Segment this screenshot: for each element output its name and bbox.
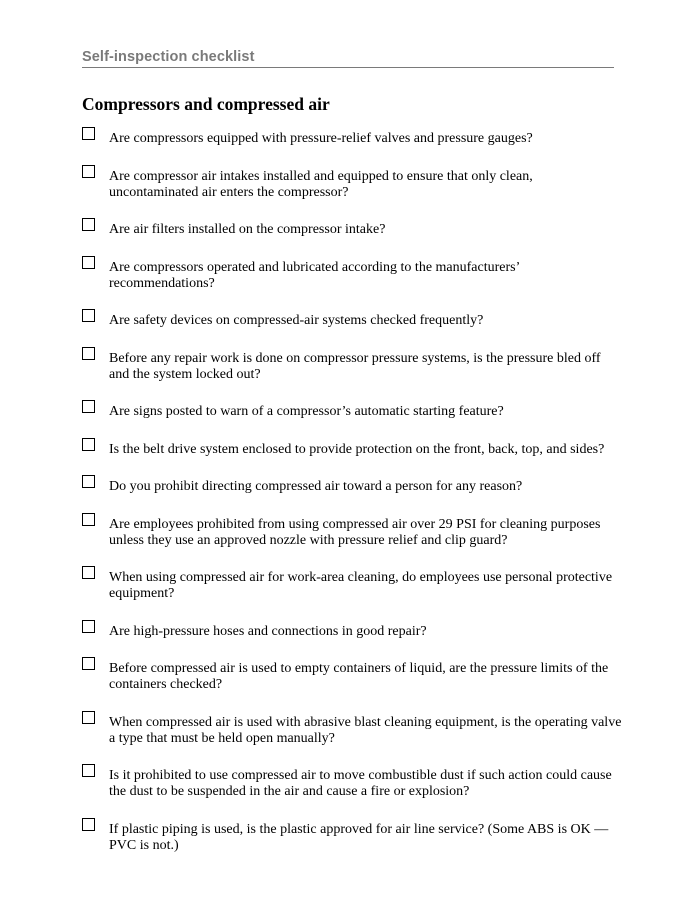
checkbox[interactable] [82, 711, 95, 724]
checkbox[interactable] [82, 513, 95, 526]
checklist-item [82, 438, 622, 458]
checklist-item [82, 711, 622, 747]
checkbox[interactable] [82, 818, 95, 831]
checklist-item [82, 256, 622, 292]
checkbox[interactable] [82, 400, 95, 413]
checklist-item [82, 475, 622, 495]
checklist-item-text: Do you prohibit directing compressed air toward a person for any reason? [109, 479, 523, 494]
checklist-item-text: Is the belt drive system enclosed to provide protection on the front, back, top, and sides? [109, 441, 605, 457]
checkbox[interactable] [82, 127, 95, 140]
checklist-item-text: If plastic piping is used, is the plastic approved for air line service? (Some ABS is OK — PVC is not.) [109, 821, 609, 853]
checklist-item [82, 127, 622, 147]
checklist-item-text: Before any repair work is done on compressor pressure systems, is the pressure bled off and the system locked out? [109, 350, 601, 382]
checklist-item-text: Are air filters installed on the compressor intake? [109, 222, 386, 237]
checklist-item [82, 657, 622, 693]
checkbox[interactable] [82, 620, 95, 633]
checklist-item [82, 347, 622, 383]
checkbox[interactable] [82, 764, 95, 777]
checkbox[interactable] [82, 438, 95, 451]
checklist-item-text: Is it prohibited to use compressed air to move combustible dust if such action could cause the dust to be suspended in the air and cause a fire or explosion? [109, 768, 612, 799]
checkbox[interactable] [82, 218, 95, 231]
checklist-item-text: Are high-pressure hoses and connections in good repair? [109, 623, 427, 639]
checkbox[interactable] [82, 566, 95, 579]
checklist-item [82, 818, 622, 854]
checkbox[interactable] [82, 347, 95, 360]
checklist-item-text: Are employees prohibited from using compressed air over 29 PSI for cleaning purposes unless they use an approved nozzle with pressure relief and clip guard? [109, 516, 601, 548]
checkbox[interactable] [82, 309, 95, 322]
checklist-item [82, 566, 622, 602]
section-title: Compressors and compressed air [82, 94, 330, 114]
checklist-item-text: Are compressors operated and lubricated according to the manufacturers’ recommendations? [109, 259, 520, 291]
checkbox[interactable] [82, 256, 95, 269]
running-header: Self-inspection checklist [82, 49, 614, 68]
checklist-item [82, 764, 622, 800]
checklist-item-text: When using compressed air for work-area cleaning, do employees use personal protective equipment? [109, 570, 613, 601]
checklist-item [82, 165, 622, 201]
checklist-item-text: When compressed air is used with abrasive blast cleaning equipment, is the operating valve a type that must be held open manually? [109, 714, 622, 746]
checklist-item [82, 218, 622, 238]
checklist-item [82, 309, 622, 329]
checklist-item [82, 513, 622, 549]
checklist-item-text: Are compressor air intakes installed and equipped to ensure that only clean, uncontaminated air enters the compressor? [109, 168, 533, 200]
checklist [82, 127, 622, 871]
checklist-item-text: Are safety devices on compressed-air systems checked frequently? [109, 313, 484, 328]
checklist-item-text: Are signs posted to warn of a compressor’s automatic starting feature? [109, 404, 504, 419]
checklist-item-text: Are compressors equipped with pressure-relief valves and pressure gauges? [109, 131, 533, 146]
checklist-item [82, 620, 622, 640]
checkbox[interactable] [82, 657, 95, 670]
checkbox[interactable] [82, 475, 95, 488]
checklist-item [82, 400, 622, 420]
checkbox[interactable] [82, 165, 95, 178]
checklist-item-text: Before compressed air is used to empty containers of liquid, are the pressure limits of the containers checked? [109, 661, 609, 692]
